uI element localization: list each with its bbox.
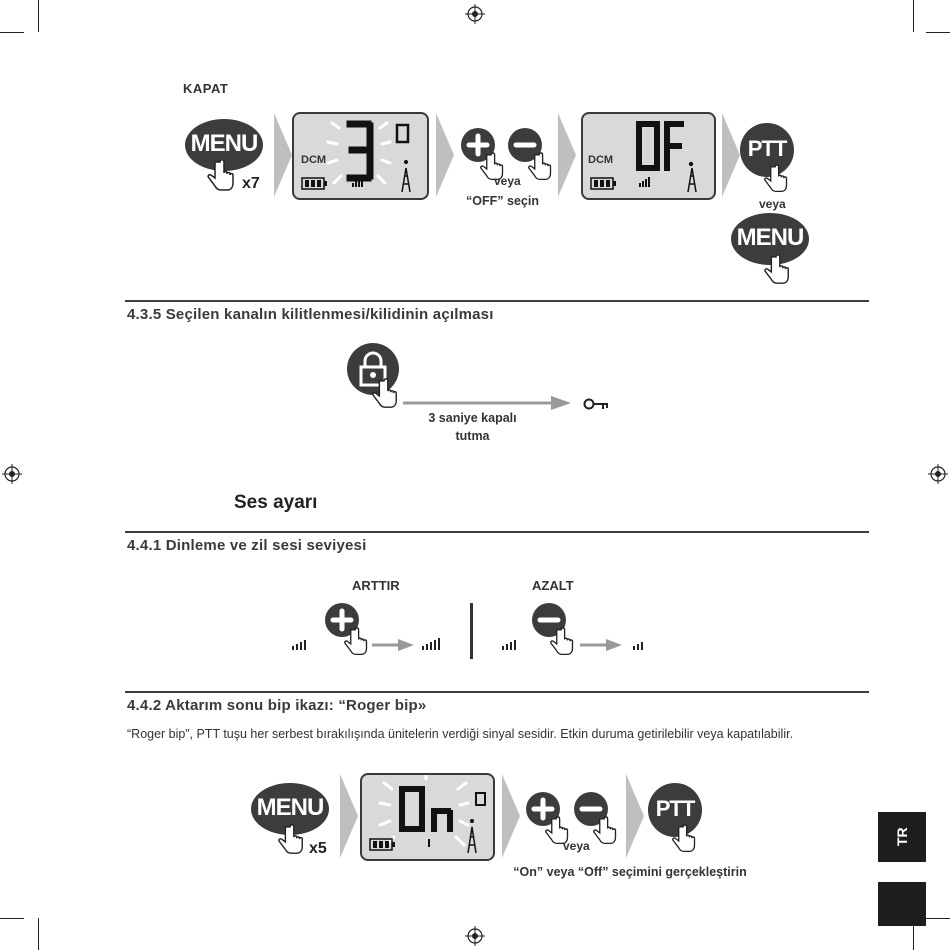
volume-mid-icon — [502, 640, 520, 650]
finger-press-icon — [342, 627, 370, 659]
veya-label: veya — [494, 174, 521, 188]
lcd-display-channel — [292, 112, 429, 200]
key-icon — [583, 397, 609, 411]
arrow-right-icon — [372, 639, 414, 651]
ptt-label: PTT — [747, 136, 787, 161]
crop-mark — [926, 918, 950, 919]
section-divider — [125, 300, 869, 302]
crop-mark — [38, 0, 39, 32]
language-tab-label: TR — [894, 827, 910, 847]
dcm-label: DCM — [301, 154, 327, 166]
registration-mark-bottom — [465, 926, 485, 946]
roger-bip-description: “Roger bip”, PTT tuşu her serbest bırakılışında ünitelerin verdiği sinyal sesidir. Etkin duruma getirilebilir veya kapatılabilir. — [127, 727, 794, 741]
finger-press-icon — [591, 816, 619, 848]
crop-mark — [0, 32, 24, 33]
chevron-right-icon — [436, 113, 454, 197]
arrow-right-icon — [403, 396, 571, 410]
lcd-display-roger — [360, 773, 495, 861]
lcd-display-off — [581, 112, 716, 200]
menu-label: MENU — [736, 224, 804, 251]
crop-mark — [0, 918, 24, 919]
hold-caption-line2: tutma — [455, 429, 490, 443]
section-442-title: 4.4.2 Aktarım sonu bip ikazı: “Roger bip» — [127, 697, 427, 714]
veya-label: veya — [563, 839, 590, 853]
section-441-title: 4.4.1 Dinleme ve zil sesi seviyesi — [127, 537, 367, 554]
finger-press-icon — [205, 160, 237, 194]
finger-press-icon — [762, 254, 792, 288]
finger-press-icon — [526, 152, 554, 184]
dcm-label: DCM — [588, 154, 614, 166]
registration-mark-top — [465, 4, 485, 24]
chevron-right-icon — [340, 774, 358, 858]
kapat-label: KAPAT — [183, 81, 229, 96]
volume-low-icon — [292, 640, 310, 650]
crop-mark — [913, 0, 914, 32]
arrow-right-icon — [580, 639, 622, 651]
crop-mark — [926, 32, 950, 33]
finger-press-icon — [762, 164, 790, 196]
increase-label: ARTTIR — [352, 578, 400, 593]
registration-mark-left — [2, 464, 22, 484]
section-divider — [125, 531, 869, 533]
veya-label: veya — [759, 197, 786, 211]
volume-low-icon — [633, 642, 645, 650]
ptt-label: PTT — [655, 796, 695, 821]
chevron-right-icon — [274, 113, 292, 197]
off-select-caption: “OFF” seçin — [466, 194, 539, 208]
menu-label: MENU — [256, 794, 324, 821]
finger-press-icon — [670, 824, 698, 856]
decrease-label: AZALT — [532, 578, 574, 593]
menu-label: MENU — [190, 130, 258, 157]
finger-press-icon — [548, 627, 576, 659]
finger-press-icon — [276, 824, 306, 858]
chevron-right-icon — [722, 113, 740, 197]
section-435-title: 4.3.5 Seçilen kanalın kilitlenmesi/kilidinin açılması — [127, 306, 494, 323]
registration-mark-right — [928, 464, 948, 484]
group-divider — [470, 603, 473, 659]
chevron-right-icon — [626, 774, 644, 858]
chevron-right-icon — [558, 113, 576, 197]
hold-caption-line1: 3 saniye kapalı — [428, 411, 517, 425]
ses-ayari-heading: Ses ayarı — [234, 492, 318, 513]
chevron-right-icon — [502, 774, 520, 858]
page-tab-block — [878, 882, 926, 926]
finger-press-icon — [370, 378, 400, 412]
volume-high-icon — [422, 638, 444, 650]
press-count-x7: x7 — [242, 175, 260, 192]
crop-mark — [38, 918, 39, 950]
section-divider — [125, 691, 869, 693]
language-tab — [878, 812, 926, 862]
press-count-x5: x5 — [309, 840, 327, 857]
on-off-caption: “On” veya “Off” seçimini gerçekleştirin — [513, 865, 747, 879]
